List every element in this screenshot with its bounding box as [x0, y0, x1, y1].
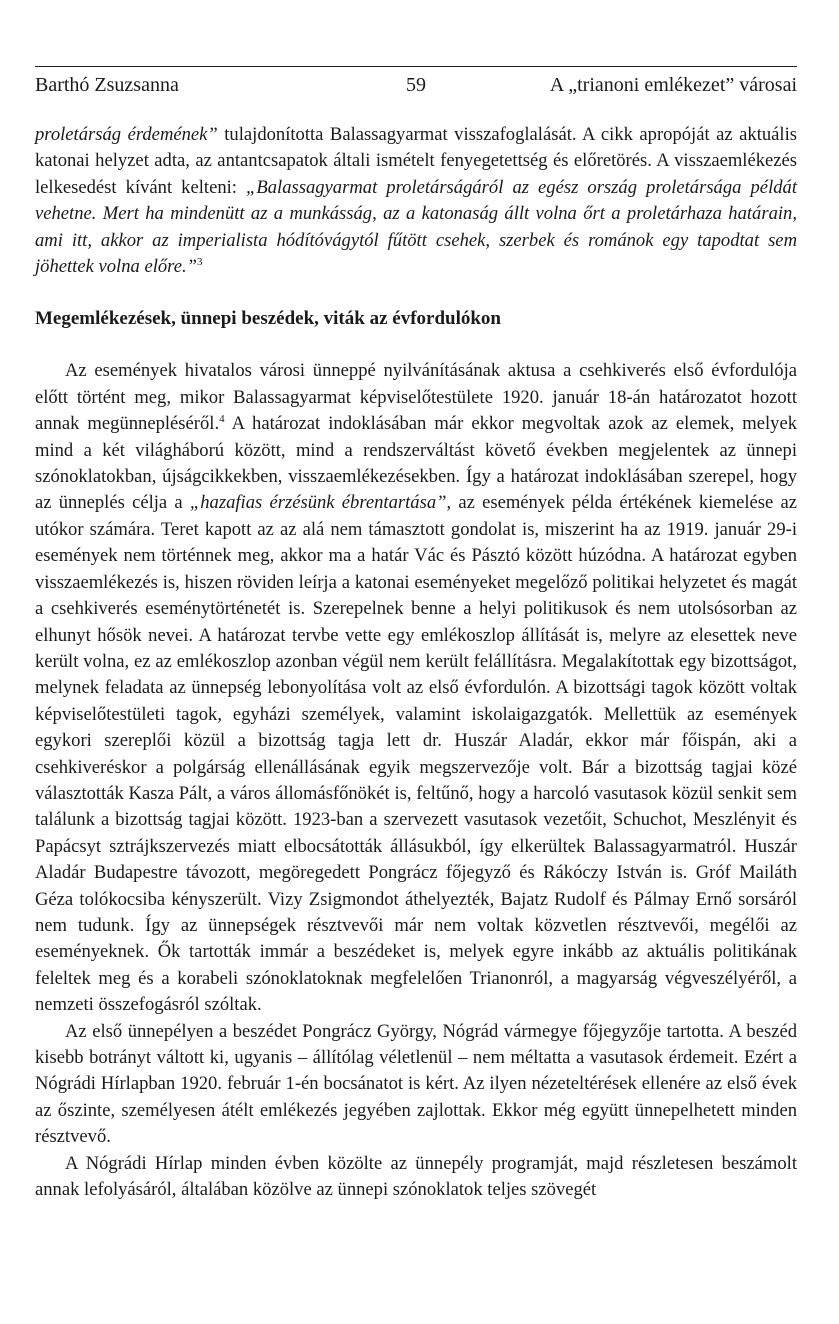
- body-paragraph: A Nógrádi Hírlap minden évben közölte az ünnepély programját, majd részletesen beszámolt annak lefolyásáról, általában közölve az ünnepi szónoklatok teljes szövegét: [35, 1152, 797, 1201]
- intro-quote-open: proletárság érdemének”: [35, 124, 218, 145]
- body-paragraph: [35, 358, 797, 1018]
- intro-long-quote: „Balassagyarmat proletárságáról az egész ország proletársága példát vehetne. Mert ha mindenütt az a munkásság, az a katonaság állt volna őrt a proletárhaza határain, ami itt, akkor az imperialista hódítóvágytól fűtött csehek, szerbek és románok egy tapodtat sem jöhettek volna előre.”: [35, 176, 797, 278]
- intro-text: tulajdonította Balassagyarmat visszafoglalását. A cikk apropóját az aktuális katonai helyzet adta, az antantcsapatok általi ismételt fenyegetettség és előretörés. A visszaemlékezés lelkesedést kívánt kelteni:: [35, 124, 797, 198]
- header-rule: [35, 66, 797, 67]
- paragraph-text: A határozat indoklásában már ekkor megvoltak azok az elemek, melyek mind a két világháború között, mind a rendszerváltást követő években megjelentek az ünnepi szónoklatokban, újságcikkekben, visszaemlékezésekben. Így a határozat indoklásában szerepel, hogy az ünneplés célja a: [35, 413, 797, 514]
- paragraph-text: Az események hivatalos városi ünneppé nyilvánításának aktusa a csehkiverés első évfordulója előtt történt meg, mikor Balassagyarmat képviselőtestülete 1920. január 18-án határozatot hozott annak megünnepléséről.: [35, 360, 797, 435]
- intro-paragraph: [35, 122, 797, 280]
- page-body: [35, 122, 797, 1203]
- footnote-marker: 4: [219, 413, 225, 426]
- header-running-title: A „trianoni emlékezet” városai: [549, 74, 797, 96]
- body-paragraph: Az első ünnepélyen a beszédet Pongrácz György, Nógrád vármegye főjegyzője tartotta. A beszéd kisebb botrányt váltott ki, ugyanis – állítólag véletlenül – nem méltatta a vasutasok érdemeit. Ezért a Nógrádi Hírlapban 1920. február 1-én bocsánatot is kért. Az ilyen nézeteltérések ellenére az első évek az őszinte, személyesen átélt emlékezés jegyében zajlottak. Ekkor még együtt ünnepelhetett minden résztvevő.: [35, 1020, 797, 1148]
- running-header: [35, 72, 797, 98]
- page-number: 59: [406, 74, 426, 96]
- paragraph-text: , az események példa értékének kiemelése az utókor számára. Teret kapott az az alá nem támasztott gondolat is, miszerint ha az 1919. január 29-i események nem történnek meg, akkor ma a határ Vác és Pásztó között húzódna. A határozat egyben visszaemlékezés is, hiszen röviden leírja a katonai eseményeket megelőző politikai helyzetet és magát a csehkiverés eseménytörténetét is. Szerepelnek benne a helyi politikusok és nem utolsósorban az elhunyt hősök nevei. A határozat tervbe vette egy emlékoszlop állítását is, melyre az elesettek neve került volna, ez az emlékoszlop azonban végül nem került felállításra. Megalakítottak egy bizottságot, melynek feladata az ünnepség lebonyolítása volt az első évfordulón. A bizottsági tagok között voltak képviselőtestületi tagok, egyházi személyek, valamint iskolaigazgatók. Mellettük az események egykori szereplői közül a bizottság tagja lett dr. Huszár Aladár, ekkor már főispán, aki a csehkiveréskor a polgárság ellenállásának egyik megszervezője volt. Bár a bizottság tagjai közé választották Kasza Pált, a város állomásfőnökét is, feltűnő, hogy a harcoló vasutasok közül senkit sem találunk a bizottság tagjai között. 1923-ban a szervezett vasutasok vezetőit, Schuchot, Meszlényit és Papácsyt sztrájkszervezés miatt elbocsátották állásukból, így elkerültek Balassagyarmatról. Huszár Aladár Budapestre távozott, megöregedett Pongrácz főjegyző és Rákóczy István is. Gróf Mailáth Géza tolókocsiba kényszerült. Vizy Zsigmondot áthelyezték, Bajatz Rudolf és Pálmay Ernő sorsáról nem tudunk. Így az ünnepségek résztvevői már nem voltak közvetlen résztvevői, megélői az eseményeknek. Ők tartották immár a beszédeket is, melyek egyre inkább az aktuális politikának feleltek meg és a korabeli szónoklatoknak megfelelően Trianonról, a magyarság végveszélyéről, a nemzeti összefogásról szóltak.: [35, 492, 797, 1016]
- footnote-marker: 3: [196, 256, 203, 269]
- header-author: Barthó Zsuzsanna: [35, 74, 179, 96]
- section-heading: Megemlékezések, ünnepi beszédek, viták az évfordulókon: [35, 308, 502, 330]
- inline-quote: „hazafias érzésünk ébrentartása”: [189, 492, 447, 514]
